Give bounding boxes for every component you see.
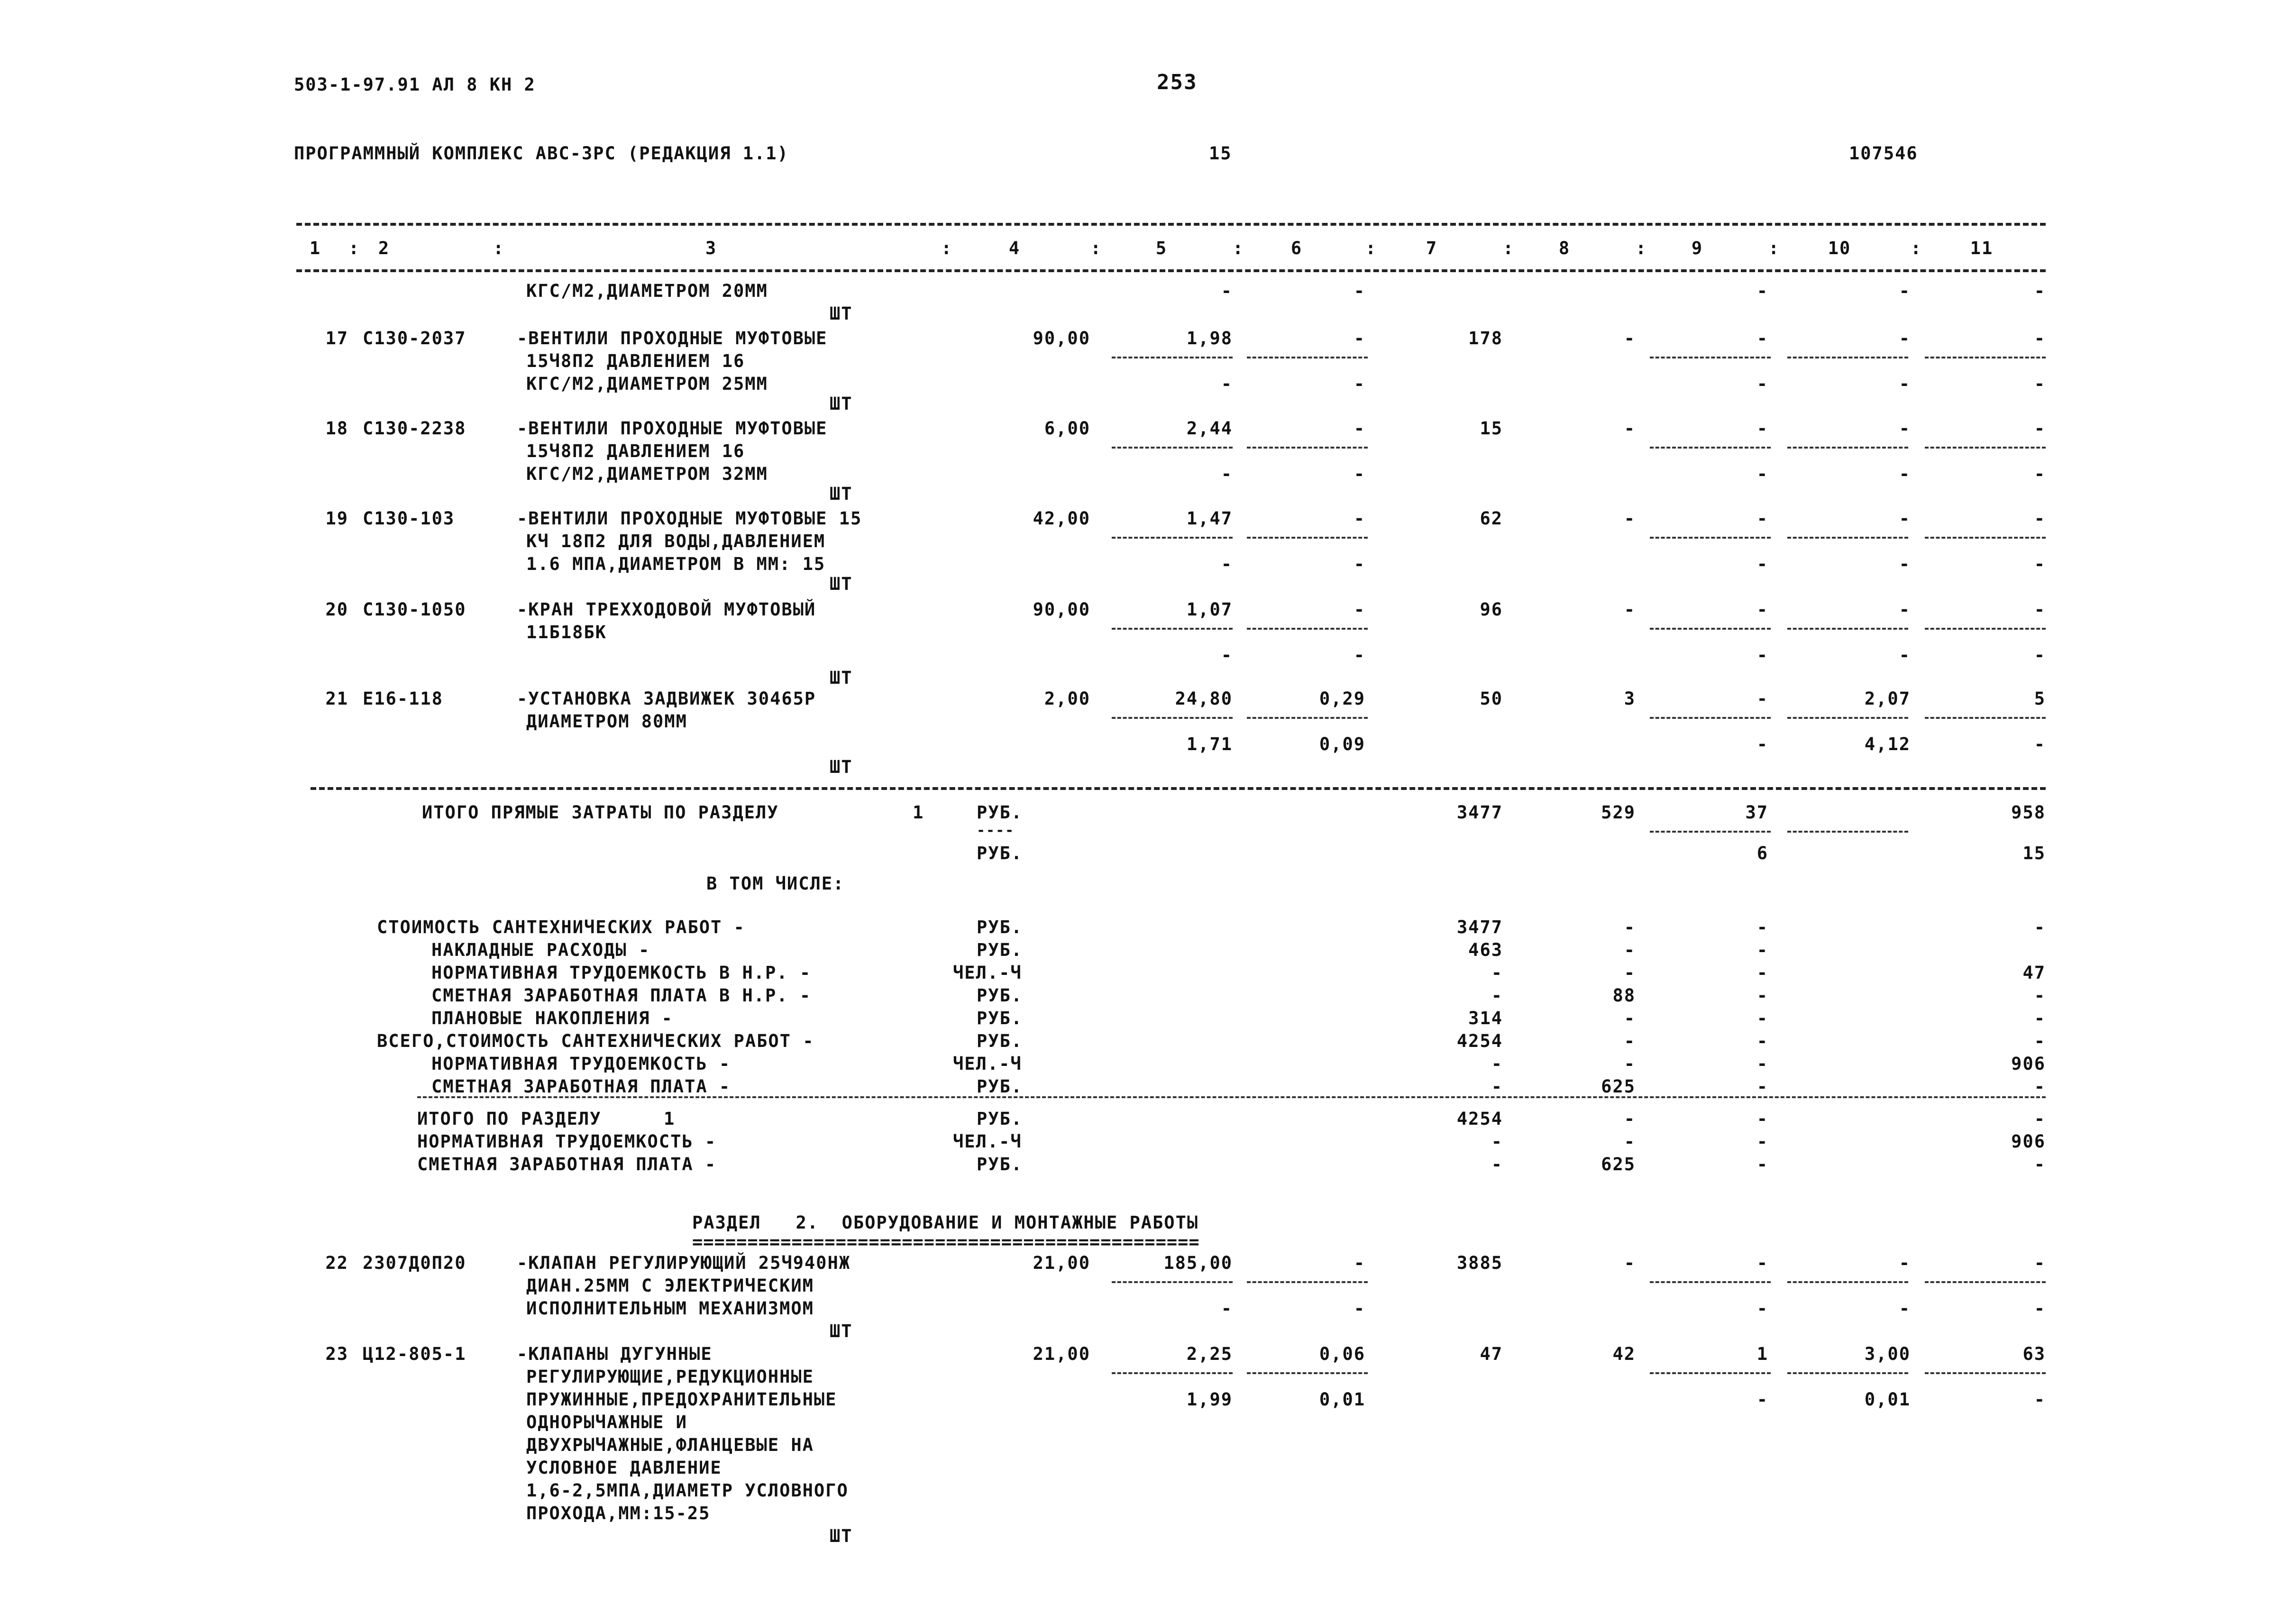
- totals-item-c8: -: [1624, 940, 1636, 960]
- cell-c10: -: [1899, 1298, 1911, 1319]
- cell-c9: -: [1756, 599, 1768, 620]
- cell-c6: 0,29: [1319, 688, 1365, 709]
- cell-separator-c11: [1925, 537, 2046, 539]
- column-separator: :: [1503, 238, 1515, 258]
- cell-c8: -: [1624, 599, 1636, 620]
- totals-item-unit: РУБ.: [977, 1076, 1023, 1097]
- itogo-direct-section: 1: [913, 802, 924, 823]
- cell-separator-c5: [1112, 357, 1233, 358]
- row-code: Е16-118: [363, 688, 443, 709]
- cell-separator-c11: [1925, 717, 2046, 719]
- cell-c9: -: [1756, 374, 1768, 394]
- row-description-line: 1,6-2,5МПА,ДИАМЕТР УСЛОВНОГО: [526, 1480, 849, 1501]
- section-rule: [417, 1096, 2046, 1098]
- cell-separator-c10: [1787, 447, 1908, 449]
- cell-separator-c10: [1787, 1281, 1908, 1283]
- cell-separator-c5: [1112, 1281, 1233, 1283]
- cell-c10: 3,00: [1864, 1344, 1911, 1364]
- document-number: 107546: [1849, 143, 1918, 164]
- cell-c9: -: [1756, 1298, 1768, 1319]
- cell-separator-c10: [1787, 1372, 1908, 1374]
- section-total-label: ИТОГО ПО РАЗДЕЛУ: [417, 1109, 602, 1129]
- cell-separator-c5: [1112, 717, 1233, 719]
- cell-c4: 90,00: [1033, 328, 1090, 349]
- totals-item-c9: -: [1756, 963, 1768, 983]
- section-total-unit: ЧЕЛ.-Ч: [953, 1131, 1022, 1152]
- cell-c11: -: [2034, 1298, 2046, 1319]
- cell-c5: 2,44: [1186, 418, 1233, 439]
- column-header-7: 7: [1426, 238, 1438, 258]
- row-description-line: -КРАН ТРЕХХОДОВОЙ МУФТОВЫЙ: [517, 599, 816, 620]
- cell-c10: -: [1899, 1253, 1911, 1273]
- totals-item-unit: ЧЕЛ.-Ч: [953, 1054, 1022, 1074]
- column-separator: :: [1911, 238, 1922, 258]
- column-separator: :: [1768, 238, 1780, 258]
- cell-c11: -: [2034, 599, 2046, 620]
- cell-c11: 5: [2034, 688, 2046, 709]
- cell-separator-c6: [1247, 717, 1368, 719]
- totals-item-c7: 3477: [1456, 917, 1503, 937]
- section-2-title: РАЗДЕЛ 2. ОБОРУДОВАНИЕ И МОНТАЖНЫЕ РАБОТЫ: [692, 1212, 1199, 1233]
- cell-c10: -: [1899, 281, 1911, 301]
- totals-item-unit: РУБ.: [977, 1008, 1023, 1028]
- row-unit: ШТ: [830, 757, 853, 777]
- row-code: С130-103: [363, 508, 455, 529]
- row-number: 21: [325, 688, 348, 709]
- cell-c5: 185,00: [1163, 1253, 1233, 1273]
- cell-c7: 96: [1480, 599, 1503, 620]
- row-description-line: ДВУХРЫЧАЖНЫЕ,ФЛАНЦЕВЫЕ НА: [526, 1435, 814, 1455]
- row-unit: ШТ: [830, 303, 853, 324]
- section-total-c9: -: [1756, 1154, 1768, 1174]
- cell-separator-c11: [1925, 1372, 2046, 1374]
- itogo-direct-c7: 3477: [1456, 802, 1503, 823]
- cell-c8: -: [1624, 328, 1636, 349]
- row-number: 17: [325, 328, 348, 349]
- column-header-11: 11: [1970, 238, 1994, 258]
- section-total-c8: -: [1624, 1109, 1636, 1129]
- cell-c7: 50: [1480, 688, 1503, 709]
- row-code: С130-1050: [363, 599, 467, 620]
- cell-c8: 42: [1612, 1344, 1636, 1364]
- section-total-unit: РУБ.: [977, 1109, 1023, 1129]
- cell-c10: 2,07: [1864, 688, 1911, 709]
- cell-c6: -: [1354, 281, 1365, 301]
- row-description-line: ДИАН.25ММ С ЭЛЕКТРИЧЕСКИМ: [526, 1275, 814, 1296]
- totals-item-c11: -: [2034, 1031, 2046, 1051]
- cell-c10: -: [1899, 645, 1911, 665]
- row-unit: ШТ: [830, 668, 853, 688]
- totals-item-c11: -: [2034, 1076, 2046, 1097]
- row-description-line: ПРОХОДА,ММ:15-25: [526, 1503, 711, 1523]
- cell-c6: -: [1354, 374, 1365, 394]
- cell-c8: -: [1624, 1253, 1636, 1273]
- row-code: Ц12-805-1: [363, 1344, 467, 1364]
- row-description-line: ПРУЖИННЫЕ,ПРЕДОХРАНИТЕЛЬНЫЕ: [526, 1389, 837, 1410]
- cell-c9: 1: [1756, 1344, 1768, 1364]
- totals-item-c11: -: [2034, 1008, 2046, 1028]
- totals-item-unit: ЧЕЛ.-Ч: [953, 963, 1022, 983]
- cell-separator-c9: [1650, 1281, 1771, 1283]
- cell-separator-c9: [1650, 831, 1771, 833]
- cell-separator-c11: [1925, 1281, 2046, 1283]
- totals-item-unit: РУБ.: [977, 985, 1023, 1006]
- cell-c10: -: [1899, 554, 1911, 574]
- row-description-line: КГС/М2,ДИАМЕТРОМ 32ММ: [526, 464, 768, 484]
- row-description-line: -ВЕНТИЛИ ПРОХОДНЫЕ МУФТОВЫЕ 15: [517, 508, 862, 529]
- row-description-line: РЕГУЛИРУЮЩИЕ,РЕДУКЦИОННЫЕ: [526, 1367, 814, 1387]
- cell-c5: -: [1221, 281, 1233, 301]
- section-total-label: НОРМАТИВНАЯ ТРУДОЕМКОСТЬ -: [417, 1131, 717, 1152]
- column-separator: :: [1090, 238, 1102, 258]
- totals-item-unit: РУБ.: [977, 940, 1023, 960]
- cell-c5: 24,80: [1175, 688, 1233, 709]
- totals-item-c9: -: [1756, 1054, 1768, 1074]
- itogo-direct-unit: РУБ.: [977, 802, 1023, 823]
- cell-c10: 4,12: [1864, 734, 1911, 754]
- cell-c8: -: [1624, 508, 1636, 529]
- totals-item-label: ВСЕГО,СТОИМОСТЬ САНТЕХНИЧЕСКИХ РАБОТ -: [377, 1031, 814, 1051]
- totals-item-c8: 625: [1601, 1076, 1636, 1097]
- totals-item-c8: -: [1624, 1008, 1636, 1028]
- cell-c11: -: [2034, 1389, 2046, 1410]
- row-code: 2307Д0П20: [363, 1253, 467, 1273]
- cell-c9: -: [1756, 734, 1768, 754]
- column-header-5: 5: [1155, 238, 1168, 258]
- cell-c5: -: [1221, 1298, 1233, 1319]
- totals-item-c8: -: [1624, 917, 1636, 937]
- cell-c4: 42,00: [1033, 508, 1090, 529]
- row-description-line: ОДНОРЫЧАЖНЫЕ И: [526, 1412, 687, 1432]
- cell-separator-c6: [1247, 537, 1368, 539]
- table-header-rule: [296, 269, 2046, 272]
- cell-c10: 0,01: [1864, 1389, 1911, 1410]
- cell-separator-c6: [1247, 357, 1368, 358]
- cell-c11: -: [2034, 374, 2046, 394]
- cell-c6: 0,01: [1319, 1389, 1365, 1410]
- cell-c11: -: [2034, 418, 2046, 439]
- cell-separator-c5: [1112, 447, 1233, 449]
- cell-c11: -: [2034, 508, 2046, 529]
- row-description-line: -УСТАНОВКА ЗАДВИЖЕК 30465Р: [517, 688, 816, 709]
- cell-c9: -: [1756, 418, 1768, 439]
- including-label: В ТОМ ЧИСЛЕ:: [706, 873, 845, 894]
- cell-separator-c11: [1925, 628, 2046, 630]
- section-total-c11: 906: [2011, 1131, 2046, 1152]
- doc-code: 503-1-97.91 АЛ 8 КН 2: [294, 74, 536, 95]
- section-total-number: 1: [664, 1109, 676, 1129]
- cell-c9: -: [1756, 281, 1768, 301]
- row-description-line: -КЛАПАНЫ ДУГУННЫЕ: [517, 1344, 713, 1364]
- row-description-line: КГС/М2,ДИАМЕТРОМ 25ММ: [526, 374, 768, 394]
- cell-c6: -: [1354, 599, 1365, 620]
- totals-item-c7: 463: [1468, 940, 1503, 960]
- column-separator: :: [1233, 238, 1244, 258]
- cell-c5: 1,98: [1186, 328, 1233, 349]
- cell-c5: -: [1221, 374, 1233, 394]
- totals-item-label: СМЕТНАЯ ЗАРАБОТНАЯ ПЛАТА -: [431, 1076, 731, 1097]
- section-total-c8: 625: [1601, 1154, 1636, 1174]
- sheet-number: 15: [1209, 143, 1232, 164]
- itogo-direct-underline: ----: [977, 822, 1015, 839]
- row-unit: ШТ: [830, 1321, 853, 1341]
- section-total-c8: -: [1624, 1131, 1636, 1152]
- totals-item-c11: -: [2034, 985, 2046, 1006]
- cell-separator-c9: [1650, 628, 1771, 630]
- row-code: С130-2238: [363, 418, 467, 439]
- cell-separator-c10: [1787, 717, 1908, 719]
- cell-c11: -: [2034, 464, 2046, 484]
- row-number: 19: [325, 508, 348, 529]
- totals-item-label: НОРМАТИВНАЯ ТРУДОЕМКОСТЬ В Н.Р. -: [431, 963, 812, 983]
- totals-item-c9: -: [1756, 1008, 1768, 1028]
- section-total-c9: -: [1756, 1131, 1768, 1152]
- section-total-c9: -: [1756, 1109, 1768, 1129]
- section-total-label: СМЕТНАЯ ЗАРАБОТНАЯ ПЛАТА -: [417, 1154, 717, 1174]
- cell-c9: -: [1756, 328, 1768, 349]
- cell-c11: -: [2034, 281, 2046, 301]
- column-header-9: 9: [1691, 238, 1703, 258]
- row-number: 18: [325, 418, 348, 439]
- cell-c6: -: [1354, 418, 1365, 439]
- column-separator: :: [493, 238, 505, 258]
- cell-separator-c10: [1787, 537, 1908, 539]
- cell-c5: -: [1221, 645, 1233, 665]
- cell-c8: -: [1624, 418, 1636, 439]
- itogo-direct-label: ИТОГО ПРЯМЫЕ ЗАТРАТЫ ПО РАЗДЕЛУ: [422, 802, 779, 823]
- cell-c10: -: [1899, 374, 1911, 394]
- totals-item-c7: -: [1491, 1076, 1503, 1097]
- totals-item-label: НОРМАТИВНАЯ ТРУДОЕМКОСТЬ -: [431, 1054, 731, 1074]
- cell-c10: -: [1899, 464, 1911, 484]
- cell-c6: -: [1354, 328, 1365, 349]
- cell-c9: -: [1756, 554, 1768, 574]
- row-unit: ШТ: [830, 484, 853, 504]
- row-description-line: КГС/М2,ДИАМЕТРОМ 20ММ: [526, 281, 768, 301]
- cell-c6: -: [1354, 1253, 1365, 1273]
- totals-item-c7: -: [1491, 985, 1503, 1006]
- totals-item-c11: 47: [2022, 963, 2046, 983]
- cell-separator-c5: [1112, 1372, 1233, 1374]
- totals-item-c8: -: [1624, 1054, 1636, 1074]
- cell-c10: -: [1899, 508, 1911, 529]
- cell-c7: 15: [1480, 418, 1503, 439]
- totals-item-c9: -: [1756, 985, 1768, 1006]
- page-number: 253: [1157, 70, 1198, 94]
- column-header-3: 3: [705, 238, 717, 258]
- totals-item-c7: 314: [1468, 1008, 1503, 1028]
- program-title: ПРОГРАММНЫЙ КОМПЛЕКС АВС-3РС (РЕДАКЦИЯ 1.1): [294, 143, 789, 164]
- cell-c5: 1,71: [1186, 734, 1233, 754]
- totals-item-c9: -: [1756, 917, 1768, 937]
- cell-separator-c6: [1247, 1372, 1368, 1374]
- column-separator: :: [1365, 238, 1377, 258]
- cell-c9: -: [1756, 1389, 1768, 1410]
- cell-c11: -: [2034, 645, 2046, 665]
- row-description-line: ДИАМЕТРОМ 80ММ: [526, 711, 687, 732]
- cell-c9: -: [1756, 464, 1768, 484]
- row-unit: ШТ: [830, 1526, 853, 1546]
- row-number: 23: [325, 1344, 348, 1364]
- row-description-line: 15Ч8П2 ДАВЛЕНИЕМ 16: [526, 351, 745, 371]
- cell-c5: 2,25: [1186, 1344, 1233, 1364]
- row-description-line: 15Ч8П2 ДАВЛЕНИЕМ 16: [526, 441, 745, 461]
- section-total-c7: -: [1491, 1154, 1503, 1174]
- cell-c5: -: [1221, 554, 1233, 574]
- cell-c7: 47: [1480, 1344, 1503, 1364]
- column-separator: :: [1636, 238, 1647, 258]
- totals-item-unit: РУБ.: [977, 1031, 1023, 1051]
- cell-separator-c11: [1925, 447, 2046, 449]
- cell-c6: 0,06: [1319, 1344, 1365, 1364]
- cell-c4: 6,00: [1044, 418, 1090, 439]
- totals-item-label: НАКЛАДНЫЕ РАСХОДЫ -: [431, 940, 650, 960]
- cell-c7: 178: [1468, 328, 1503, 349]
- column-header-4: 4: [1008, 238, 1021, 258]
- itogo-direct-c9b: 6: [1756, 843, 1768, 863]
- cell-separator-c10: [1787, 357, 1908, 358]
- cell-c9: -: [1756, 1253, 1768, 1273]
- cell-separator-c6: [1247, 1281, 1368, 1283]
- row-number: 20: [325, 599, 348, 620]
- totals-item-c9: -: [1756, 1031, 1768, 1051]
- row-description-line: КЧ 18П2 ДЛЯ ВОДЫ,ДАВЛЕНИЕМ: [526, 531, 826, 551]
- section-total-c7: 4254: [1456, 1109, 1503, 1129]
- row-description-line: 1.6 МПА,ДИАМЕТРОМ В ММ: 15: [526, 554, 826, 574]
- cell-c11: 63: [2022, 1344, 2046, 1364]
- cell-c8: 3: [1624, 688, 1636, 709]
- section-2-underline: ==============================================: [692, 1232, 1200, 1252]
- cell-c11: -: [2034, 554, 2046, 574]
- cell-separator-c10: [1787, 831, 1908, 833]
- cell-c10: -: [1899, 328, 1911, 349]
- cell-separator-c5: [1112, 537, 1233, 539]
- totals-item-c9: -: [1756, 940, 1768, 960]
- section-total-c11: -: [2034, 1109, 2046, 1129]
- totals-item-c9: -: [1756, 1076, 1768, 1097]
- totals-item-label: СМЕТНАЯ ЗАРАБОТНАЯ ПЛАТА В Н.Р. -: [431, 985, 812, 1006]
- row-description-line: 11Б18БК: [526, 622, 607, 642]
- itogo-direct-c9: 37: [1745, 802, 1768, 823]
- cell-c7: 3885: [1456, 1253, 1503, 1273]
- cell-c6: -: [1354, 464, 1365, 484]
- totals-item-unit: РУБ.: [977, 917, 1023, 937]
- cell-separator-c9: [1650, 717, 1771, 719]
- section-rule: [311, 787, 2046, 790]
- cell-c6: 0,09: [1319, 734, 1365, 754]
- cell-c5: 1,47: [1186, 508, 1233, 529]
- cell-c9: -: [1756, 508, 1768, 529]
- cell-separator-c5: [1112, 628, 1233, 630]
- cell-c11: -: [2034, 1253, 2046, 1273]
- totals-item-c11: 906: [2011, 1054, 2046, 1074]
- cell-c6: -: [1354, 1298, 1365, 1319]
- row-description-line: -ВЕНТИЛИ ПРОХОДНЫЕ МУФТОВЫЕ: [517, 328, 828, 349]
- itogo-direct-c11: 958: [2011, 802, 2046, 823]
- table-top-rule: [296, 223, 2046, 226]
- row-description-line: -КЛАПАН РЕГУЛИРУЮЩИЙ 25Ч940НЖ: [517, 1253, 851, 1273]
- cell-separator-c10: [1787, 628, 1908, 630]
- itogo-direct-c8: 529: [1601, 802, 1636, 823]
- cell-c5: -: [1221, 464, 1233, 484]
- row-code: С130-2037: [363, 328, 467, 349]
- totals-item-c8: 88: [1612, 985, 1636, 1006]
- cell-c11: -: [2034, 328, 2046, 349]
- column-header-8: 8: [1558, 238, 1571, 258]
- row-description-line: ИСПОЛНИТЕЛЬНЫМ МЕХАНИЗМОМ: [526, 1298, 814, 1319]
- row-unit: ШТ: [830, 574, 853, 594]
- totals-item-c8: -: [1624, 1031, 1636, 1051]
- cell-c9: -: [1756, 688, 1768, 709]
- section-total-c11: -: [2034, 1154, 2046, 1174]
- row-description-line: УСЛОВНОЕ ДАВЛЕНИЕ: [526, 1458, 722, 1478]
- cell-c10: -: [1899, 418, 1911, 439]
- cell-c4: 21,00: [1033, 1253, 1090, 1273]
- column-header-2: 2: [378, 238, 390, 258]
- cell-c9: -: [1756, 645, 1768, 665]
- totals-item-c7: 4254: [1456, 1031, 1503, 1051]
- totals-item-label: ПЛАНОВЫЕ НАКОПЛЕНИЯ -: [431, 1008, 673, 1028]
- row-number: 22: [325, 1253, 348, 1273]
- cell-c6: -: [1354, 645, 1365, 665]
- row-description-line: -ВЕНТИЛИ ПРОХОДНЫЕ МУФТОВЫЕ: [517, 418, 828, 439]
- totals-item-c7: -: [1491, 1054, 1503, 1074]
- totals-item-c11: -: [2034, 917, 2046, 937]
- cell-c4: 90,00: [1033, 599, 1090, 620]
- section-total-unit: РУБ.: [977, 1154, 1023, 1174]
- cell-separator-c9: [1650, 447, 1771, 449]
- column-header-10: 10: [1828, 238, 1851, 258]
- cell-c6: -: [1354, 554, 1365, 574]
- cell-c5: 1,07: [1186, 599, 1233, 620]
- cell-separator-c9: [1650, 1372, 1771, 1374]
- column-header-6: 6: [1290, 238, 1303, 258]
- column-separator: :: [941, 238, 953, 258]
- column-separator: :: [348, 238, 360, 258]
- totals-item-c7: -: [1491, 963, 1503, 983]
- cell-separator-c6: [1247, 628, 1368, 630]
- cell-separator-c6: [1247, 447, 1368, 449]
- section-total-c7: -: [1491, 1131, 1503, 1152]
- cell-c11: -: [2034, 734, 2046, 754]
- cell-c4: 2,00: [1044, 688, 1090, 709]
- itogo-direct-c11b: 15: [2022, 843, 2046, 863]
- itogo-direct-unit-2: РУБ.: [977, 843, 1023, 863]
- cell-separator-c11: [1925, 357, 2046, 358]
- cell-c4: 21,00: [1033, 1344, 1090, 1364]
- cell-c7: 62: [1480, 508, 1503, 529]
- column-header-1: 1: [309, 238, 321, 258]
- cell-separator-c9: [1650, 537, 1771, 539]
- totals-item-c8: -: [1624, 963, 1636, 983]
- cell-separator-c9: [1650, 357, 1771, 358]
- totals-item-label: СТОИМОСТЬ САНТЕХНИЧЕСКИХ РАБОТ -: [377, 917, 745, 937]
- cell-c6: -: [1354, 508, 1365, 529]
- cell-c5: 1,99: [1186, 1389, 1233, 1410]
- cell-c10: -: [1899, 599, 1911, 620]
- row-unit: ШТ: [830, 394, 853, 414]
